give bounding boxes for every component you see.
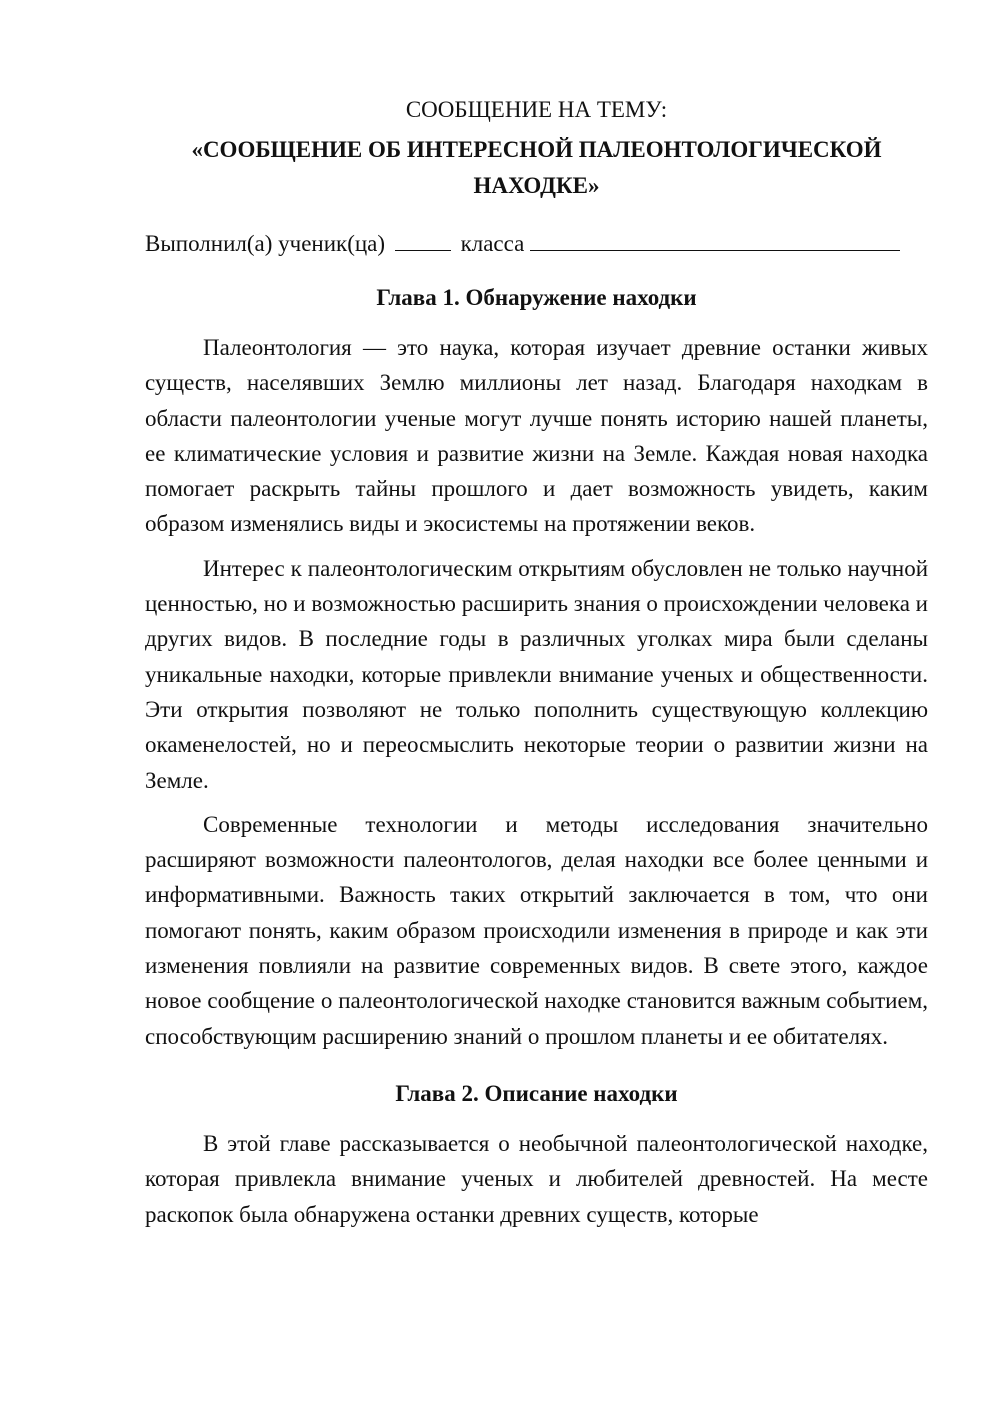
author-prefix: Выполнил(а) ученик(ца) [145,231,386,256]
author-name-blank-field[interactable] [530,228,900,251]
chapter-1-paragraph-1: Палеонтология — это наука, которая изучает древние останки живых существ, населявших Землю миллионы лет назад. Благодаря находкам в области палеонтологии ученые могут лучше понять историю нашей планеты, ее климатические условия и развитие жизни на Земле. Каждая новая находка помогает раскрыть тайны прошлого и дает возможность увидеть, каким образом изменялись виды и экосистемы на протяжении веков. [145,335,928,537]
chapter-1-paragraph-3: Современные технологии и методы исследования значительно расширяют возможности палеонтологов, делая находки все более ценными и информативными. Важность таких открытий заключается в том, что они помогают понять, каким образом происходили изменения в природе и как эти изменения повлияли на развитие современных видов. В свете этого, каждое новое сообщение о палеонтологической находке становится важным событием, способствующим расширению знаний о прошлом планеты и ее обитателях. [145,811,928,1049]
chapter-2-title: Глава 2. Описание находки [395,1080,678,1106]
class-blank-field[interactable] [395,228,451,251]
document-heading: СООБЩЕНИЕ НА ТЕМУ: [405,97,668,122]
class-label: класса [460,231,525,256]
document-title: «СООБЩЕНИЕ ОБ ИНТЕРЕСНОЙ ПАЛЕОНТОЛОГИЧЕСКОЙ НАХОДКЕ» [191,137,882,198]
author-line [145,226,928,262]
chapter-2-paragraph-1: В этой главе рассказывается о необычной палеонтологической находке, которая привлекла внимание ученых и любителей древностей. На месте раскопок была обнаружена останки древних существ, которые [145,1130,928,1227]
chapter-1-paragraph-2: Интерес к палеонтологическим открытиям обусловлен не только научной ценностью, но и возможностью расширить знания о происхождении человека и других видов. В последние годы в различных уголках мира были сделаны уникальные находки, которые привлекли внимание ученых и общественности. Эти открытия позволяют не только пополнить существующую коллекцию окаменелостей, но и переосмыслить некоторые теории о развитии жизни на Земле. [145,555,928,793]
chapter-1-title: Глава 1. Обнаружение находки [376,285,697,310]
document-page [145,92,928,1232]
